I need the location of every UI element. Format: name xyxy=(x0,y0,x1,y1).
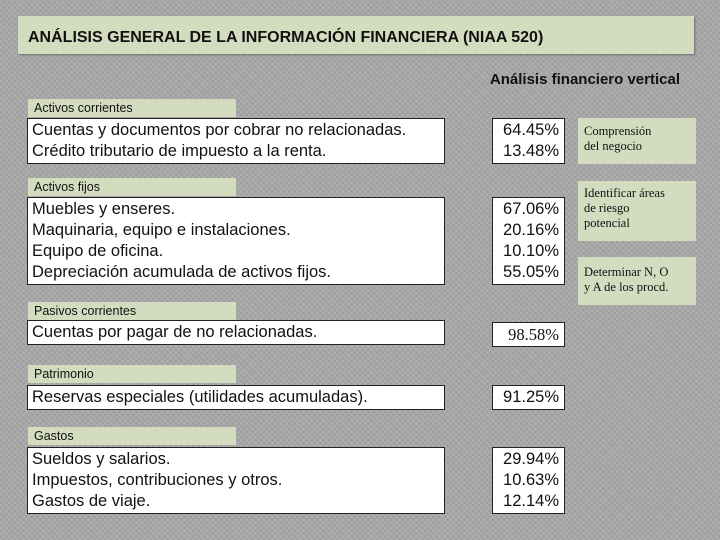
item-pct: 98.58% xyxy=(508,325,559,344)
item-desc: Reservas especiales (utilidades acumuladas). xyxy=(32,388,368,406)
pct-box-patrimonio xyxy=(492,385,565,410)
desc-box-activos-fijos xyxy=(27,197,445,285)
item-desc: Sueldos y salarios. xyxy=(32,450,171,468)
item-pct: 12.14% xyxy=(503,492,559,510)
pct-box-activos-fijos xyxy=(492,197,565,285)
note-line: Comprensión xyxy=(584,124,652,138)
note-line: y A de los procd. xyxy=(584,280,669,294)
item-desc: Maquinaria, equipo e instalaciones. xyxy=(32,221,291,239)
pct-box-activos-corrientes xyxy=(492,118,565,164)
desc-box-pasivos-corrientes xyxy=(27,320,445,345)
item-desc: Muebles y enseres. xyxy=(32,200,176,218)
desc-box-gastos xyxy=(27,447,445,514)
section-label-activos-fijos: Activos fijos xyxy=(28,178,236,196)
item-pct: 13.48% xyxy=(503,142,559,160)
item-pct: 64.45% xyxy=(503,121,559,139)
item-desc: Crédito tributario de impuesto a la renta. xyxy=(32,142,327,160)
item-desc: Gastos de viaje. xyxy=(32,492,151,510)
note-comprension-negocio xyxy=(578,118,696,164)
page-title: ANÁLISIS GENERAL DE LA INFORMACIÓN FINANCIERA (NIAA 520) xyxy=(18,16,694,54)
note-line: del negocio xyxy=(584,139,642,153)
item-desc: Cuentas y documentos por cobrar no relacionadas. xyxy=(32,121,407,139)
pct-box-pasivos-corrientes xyxy=(492,322,565,347)
section-label-patrimonio: Patrimonio xyxy=(28,365,236,383)
note-line: potencial xyxy=(584,216,630,230)
section-label-gastos: Gastos xyxy=(28,427,236,445)
item-desc: Depreciación acumulada de activos fijos. xyxy=(32,263,331,281)
note-determinar-procedimientos xyxy=(578,257,696,305)
item-desc: Cuentas por pagar de no relacionadas. xyxy=(32,323,318,341)
item-pct: 55.05% xyxy=(503,263,559,281)
note-line: Identificar áreas xyxy=(584,186,665,200)
page-subtitle: Análisis financiero vertical xyxy=(489,71,680,88)
desc-box-patrimonio xyxy=(27,385,445,410)
item-pct: 10.10% xyxy=(503,242,559,260)
item-pct: 10.63% xyxy=(503,471,559,489)
desc-box-activos-corrientes xyxy=(27,118,445,164)
section-label-pasivos-corrientes: Pasivos corrientes xyxy=(28,302,236,320)
item-desc: Impuestos, contribuciones y otros. xyxy=(32,471,283,489)
note-line: de riesgo xyxy=(584,201,630,215)
item-desc: Equipo de oficina. xyxy=(32,242,164,260)
note-identificar-riesgo xyxy=(578,181,696,241)
pct-box-gastos xyxy=(492,447,565,514)
item-pct: 29.94% xyxy=(503,450,559,468)
item-pct: 67.06% xyxy=(503,200,559,218)
item-pct: 91.25% xyxy=(503,388,559,406)
note-line: Determinar N, O xyxy=(584,265,669,279)
item-pct: 20.16% xyxy=(503,221,559,239)
section-label-activos-corrientes: Activos corrientes xyxy=(28,99,236,117)
